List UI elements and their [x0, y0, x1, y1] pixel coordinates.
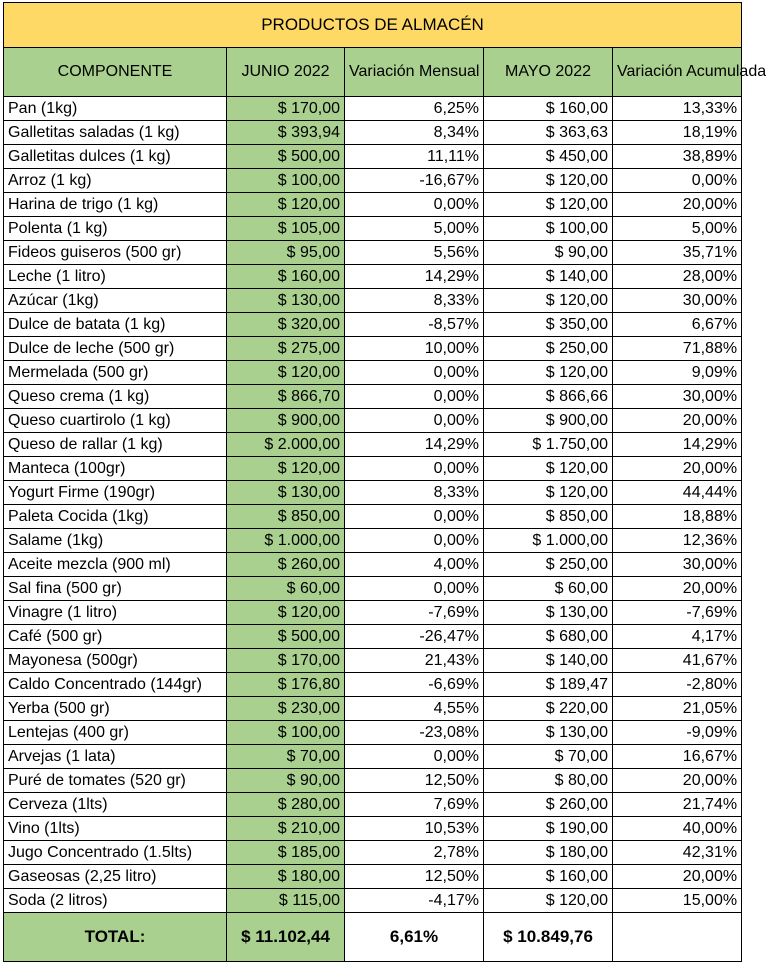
cell-variacion-acumulada: 0,00% — [613, 169, 742, 193]
cell-variacion-acumulada: 12,36% — [613, 529, 742, 553]
cell-componente: Vino (1lts) — [4, 817, 227, 841]
cell-variacion-mensual: 8,34% — [345, 121, 484, 145]
table-row — [4, 841, 742, 865]
cell-componente: Queso cuartirolo (1 kg) — [4, 409, 227, 433]
cell-mayo: $ 130,00 — [484, 601, 613, 625]
cell-junio: $ 275,00 — [227, 337, 345, 361]
cell-junio: $ 120,00 — [227, 601, 345, 625]
cell-componente: Pan (1kg) — [4, 97, 227, 121]
cell-mayo: $ 120,00 — [484, 481, 613, 505]
table-row — [4, 481, 742, 505]
cell-variacion-mensual: 11,11% — [345, 145, 484, 169]
cell-junio: $ 260,00 — [227, 553, 345, 577]
cell-junio: $ 866,70 — [227, 385, 345, 409]
cell-junio: $ 90,00 — [227, 769, 345, 793]
cell-variacion-acumulada: 44,44% — [613, 481, 742, 505]
cell-variacion-acumulada: 21,05% — [613, 697, 742, 721]
total-junio: $ 11.102,44 — [227, 913, 345, 962]
cell-variacion-acumulada: 42,31% — [613, 841, 742, 865]
cell-mayo: $ 1.750,00 — [484, 433, 613, 457]
cell-variacion-acumulada: 16,67% — [613, 745, 742, 769]
cell-junio: $ 500,00 — [227, 625, 345, 649]
cell-variacion-acumulada: 21,74% — [613, 793, 742, 817]
cell-variacion-mensual: 12,50% — [345, 865, 484, 889]
cell-mayo: $ 100,00 — [484, 217, 613, 241]
cell-variacion-mensual: 8,33% — [345, 289, 484, 313]
table-row — [4, 289, 742, 313]
cell-componente: Yerba (500 gr) — [4, 697, 227, 721]
cell-junio: $ 120,00 — [227, 457, 345, 481]
cell-mayo: $ 189,47 — [484, 673, 613, 697]
cell-mayo: $ 680,00 — [484, 625, 613, 649]
cell-componente: Arroz (1 kg) — [4, 169, 227, 193]
cell-variacion-acumulada: 4,17% — [613, 625, 742, 649]
cell-variacion-acumulada: 20,00% — [613, 457, 742, 481]
header-junio: JUNIO 2022 — [227, 48, 345, 97]
cell-mayo: $ 850,00 — [484, 505, 613, 529]
cell-mayo: $ 120,00 — [484, 361, 613, 385]
table-row — [4, 409, 742, 433]
cell-componente: Vinagre (1 litro) — [4, 601, 227, 625]
table-row — [4, 145, 742, 169]
cell-variacion-acumulada: 41,67% — [613, 649, 742, 673]
cell-variacion-mensual: 0,00% — [345, 385, 484, 409]
total-variacion-mensual: 6,61% — [345, 913, 484, 962]
cell-variacion-mensual: 14,29% — [345, 265, 484, 289]
cell-junio: $ 115,00 — [227, 889, 345, 913]
cell-componente: Salame (1kg) — [4, 529, 227, 553]
cell-componente: Manteca (100gr) — [4, 457, 227, 481]
cell-componente: Soda (2 litros) — [4, 889, 227, 913]
cell-variacion-mensual: 2,78% — [345, 841, 484, 865]
cell-junio: $ 95,00 — [227, 241, 345, 265]
cell-junio: $ 185,00 — [227, 841, 345, 865]
cell-componente: Queso de rallar (1 kg) — [4, 433, 227, 457]
table-row — [4, 865, 742, 889]
cell-variacion-acumulada: 15,00% — [613, 889, 742, 913]
cell-componente: Paleta Cocida (1kg) — [4, 505, 227, 529]
header-componente: COMPONENTE — [4, 48, 227, 97]
cell-componente: Dulce de leche (500 gr) — [4, 337, 227, 361]
cell-variacion-mensual: 10,53% — [345, 817, 484, 841]
table-row — [4, 169, 742, 193]
cell-junio: $ 105,00 — [227, 217, 345, 241]
table-row — [4, 673, 742, 697]
cell-componente: Dulce de batata (1 kg) — [4, 313, 227, 337]
table-row — [4, 121, 742, 145]
cell-junio: $ 170,00 — [227, 649, 345, 673]
cell-componente: Leche (1 litro) — [4, 265, 227, 289]
cell-variacion-mensual: 10,00% — [345, 337, 484, 361]
cell-variacion-mensual: 0,00% — [345, 745, 484, 769]
cell-junio: $ 280,00 — [227, 793, 345, 817]
cell-variacion-mensual: 0,00% — [345, 193, 484, 217]
cell-variacion-mensual: 0,00% — [345, 505, 484, 529]
cell-mayo: $ 130,00 — [484, 721, 613, 745]
cell-variacion-mensual: -7,69% — [345, 601, 484, 625]
cell-junio: $ 120,00 — [227, 193, 345, 217]
cell-junio: $ 320,00 — [227, 313, 345, 337]
cell-variacion-acumulada: 14,29% — [613, 433, 742, 457]
cell-variacion-mensual: -26,47% — [345, 625, 484, 649]
cell-variacion-mensual: 6,25% — [345, 97, 484, 121]
cell-variacion-acumulada: 30,00% — [613, 385, 742, 409]
cell-componente: Aceite mezcla (900 ml) — [4, 553, 227, 577]
cell-mayo: $ 60,00 — [484, 577, 613, 601]
cell-componente: Caldo Concentrado (144gr) — [4, 673, 227, 697]
cell-variacion-acumulada: 20,00% — [613, 193, 742, 217]
cell-mayo: $ 250,00 — [484, 553, 613, 577]
table-row — [4, 217, 742, 241]
total-row — [4, 913, 742, 962]
cell-variacion-acumulada: -9,09% — [613, 721, 742, 745]
cell-junio: $ 230,00 — [227, 697, 345, 721]
cell-junio: $ 130,00 — [227, 481, 345, 505]
cell-variacion-mensual: 8,33% — [345, 481, 484, 505]
cell-variacion-mensual: 4,55% — [345, 697, 484, 721]
cell-componente: Café (500 gr) — [4, 625, 227, 649]
cell-variacion-acumulada: 28,00% — [613, 265, 742, 289]
cell-variacion-acumulada: 9,09% — [613, 361, 742, 385]
cell-componente: Arvejas (1 lata) — [4, 745, 227, 769]
table-row — [4, 697, 742, 721]
cell-junio: $ 120,00 — [227, 361, 345, 385]
cell-componente: Jugo Concentrado (1.5lts) — [4, 841, 227, 865]
cell-variacion-acumulada: 30,00% — [613, 553, 742, 577]
cell-mayo: $ 120,00 — [484, 289, 613, 313]
cell-variacion-acumulada: 20,00% — [613, 769, 742, 793]
cell-variacion-acumulada: -7,69% — [613, 601, 742, 625]
cell-junio: $ 1.000,00 — [227, 529, 345, 553]
cell-componente: Azúcar (1kg) — [4, 289, 227, 313]
cell-mayo: $ 120,00 — [484, 889, 613, 913]
cell-componente: Harina de trigo (1 kg) — [4, 193, 227, 217]
cell-componente: Yogurt Firme (190gr) — [4, 481, 227, 505]
cell-variacion-mensual: 0,00% — [345, 577, 484, 601]
header-mayo: MAYO 2022 — [484, 48, 613, 97]
cell-mayo: $ 140,00 — [484, 265, 613, 289]
cell-junio: $ 176,80 — [227, 673, 345, 697]
cell-componente: Galletitas saladas (1 kg) — [4, 121, 227, 145]
table-row — [4, 721, 742, 745]
cell-variacion-acumulada: -2,80% — [613, 673, 742, 697]
table-row — [4, 265, 742, 289]
cell-junio: $ 100,00 — [227, 721, 345, 745]
cell-variacion-acumulada: 18,19% — [613, 121, 742, 145]
cell-variacion-mensual: 5,00% — [345, 217, 484, 241]
cell-mayo: $ 120,00 — [484, 457, 613, 481]
cell-junio: $ 393,94 — [227, 121, 345, 145]
cell-variacion-acumulada: 18,88% — [613, 505, 742, 529]
cell-componente: Galletitas dulces (1 kg) — [4, 145, 227, 169]
table-row — [4, 337, 742, 361]
cell-variacion-acumulada: 38,89% — [613, 145, 742, 169]
cell-componente: Fideos guiseros (500 gr) — [4, 241, 227, 265]
cell-junio: $ 60,00 — [227, 577, 345, 601]
cell-variacion-mensual: 0,00% — [345, 457, 484, 481]
cell-variacion-mensual: 0,00% — [345, 409, 484, 433]
cell-variacion-mensual: 4,00% — [345, 553, 484, 577]
cell-variacion-mensual: -16,67% — [345, 169, 484, 193]
cell-junio: $ 170,00 — [227, 97, 345, 121]
price-table — [3, 2, 766, 962]
cell-mayo: $ 90,00 — [484, 241, 613, 265]
cell-variacion-acumulada: 13,33% — [613, 97, 742, 121]
header-variacion-mensual: Variación Mensual — [345, 48, 484, 97]
table-row — [4, 241, 742, 265]
header-row — [4, 48, 742, 97]
table-row — [4, 193, 742, 217]
cell-variacion-mensual: -23,08% — [345, 721, 484, 745]
cell-componente: Gaseosas (2,25 litro) — [4, 865, 227, 889]
cell-mayo: $ 160,00 — [484, 97, 613, 121]
cell-variacion-mensual: 12,50% — [345, 769, 484, 793]
cell-componente: Mermelada (500 gr) — [4, 361, 227, 385]
cell-mayo: $ 363,63 — [484, 121, 613, 145]
table-row — [4, 361, 742, 385]
cell-componente: Queso crema (1 kg) — [4, 385, 227, 409]
cell-junio: $ 500,00 — [227, 145, 345, 169]
cell-variacion-acumulada: 5,00% — [613, 217, 742, 241]
table-row — [4, 97, 742, 121]
table-row — [4, 889, 742, 913]
cell-junio: $ 130,00 — [227, 289, 345, 313]
cell-variacion-mensual: -6,69% — [345, 673, 484, 697]
total-label: TOTAL: — [4, 913, 227, 962]
cell-mayo: $ 120,00 — [484, 193, 613, 217]
cell-junio: $ 70,00 — [227, 745, 345, 769]
cell-componente: Cerveza (1lts) — [4, 793, 227, 817]
table-row — [4, 745, 742, 769]
header-variacion-acumulada: Variación Acumulada — [613, 48, 742, 97]
table-title: PRODUCTOS DE ALMACÉN — [4, 3, 742, 48]
cell-componente: Sal fina (500 gr) — [4, 577, 227, 601]
cell-mayo: $ 70,00 — [484, 745, 613, 769]
cell-variacion-mensual: 21,43% — [345, 649, 484, 673]
table-row — [4, 601, 742, 625]
cell-mayo: $ 350,00 — [484, 313, 613, 337]
cell-mayo: $ 900,00 — [484, 409, 613, 433]
cell-variacion-mensual: 0,00% — [345, 529, 484, 553]
cell-variacion-mensual: 5,56% — [345, 241, 484, 265]
cell-mayo: $ 160,00 — [484, 865, 613, 889]
table-row — [4, 313, 742, 337]
cell-mayo: $ 260,00 — [484, 793, 613, 817]
cell-mayo: $ 450,00 — [484, 145, 613, 169]
table-row — [4, 529, 742, 553]
cell-variacion-mensual: 14,29% — [345, 433, 484, 457]
cell-mayo: $ 190,00 — [484, 817, 613, 841]
cell-mayo: $ 140,00 — [484, 649, 613, 673]
title-row — [4, 3, 742, 48]
cell-junio: $ 900,00 — [227, 409, 345, 433]
cell-variacion-acumulada: 71,88% — [613, 337, 742, 361]
cell-variacion-acumulada: 6,67% — [613, 313, 742, 337]
total-mayo: $ 10.849,76 — [484, 913, 613, 962]
table-row — [4, 625, 742, 649]
cell-componente: Puré de tomates (520 gr) — [4, 769, 227, 793]
table-row — [4, 769, 742, 793]
cell-componente: Polenta (1 kg) — [4, 217, 227, 241]
cell-variacion-mensual: -4,17% — [345, 889, 484, 913]
table-row — [4, 553, 742, 577]
cell-junio: $ 850,00 — [227, 505, 345, 529]
cell-variacion-acumulada: 30,00% — [613, 289, 742, 313]
cell-mayo: $ 250,00 — [484, 337, 613, 361]
cell-junio: $ 2.000,00 — [227, 433, 345, 457]
cell-variacion-acumulada: 35,71% — [613, 241, 742, 265]
cell-junio: $ 180,00 — [227, 865, 345, 889]
cell-mayo: $ 866,66 — [484, 385, 613, 409]
table-row — [4, 817, 742, 841]
cell-variacion-mensual: -8,57% — [345, 313, 484, 337]
cell-variacion-acumulada: 20,00% — [613, 409, 742, 433]
total-variacion-acumulada — [613, 913, 742, 962]
cell-mayo: $ 180,00 — [484, 841, 613, 865]
cell-variacion-acumulada: 20,00% — [613, 577, 742, 601]
cell-mayo: $ 120,00 — [484, 169, 613, 193]
cell-junio: $ 100,00 — [227, 169, 345, 193]
table-row — [4, 385, 742, 409]
cell-mayo: $ 220,00 — [484, 697, 613, 721]
table-row — [4, 433, 742, 457]
cell-variacion-acumulada: 20,00% — [613, 865, 742, 889]
cell-variacion-mensual: 0,00% — [345, 361, 484, 385]
cell-variacion-mensual: 7,69% — [345, 793, 484, 817]
cell-junio: $ 210,00 — [227, 817, 345, 841]
table-row — [4, 577, 742, 601]
cell-variacion-acumulada: 40,00% — [613, 817, 742, 841]
table-row — [4, 793, 742, 817]
table-row — [4, 505, 742, 529]
cell-mayo: $ 80,00 — [484, 769, 613, 793]
table-row — [4, 457, 742, 481]
cell-junio: $ 160,00 — [227, 265, 345, 289]
cell-componente: Lentejas (400 gr) — [4, 721, 227, 745]
table-row — [4, 649, 742, 673]
cell-mayo: $ 1.000,00 — [484, 529, 613, 553]
cell-componente: Mayonesa (500gr) — [4, 649, 227, 673]
